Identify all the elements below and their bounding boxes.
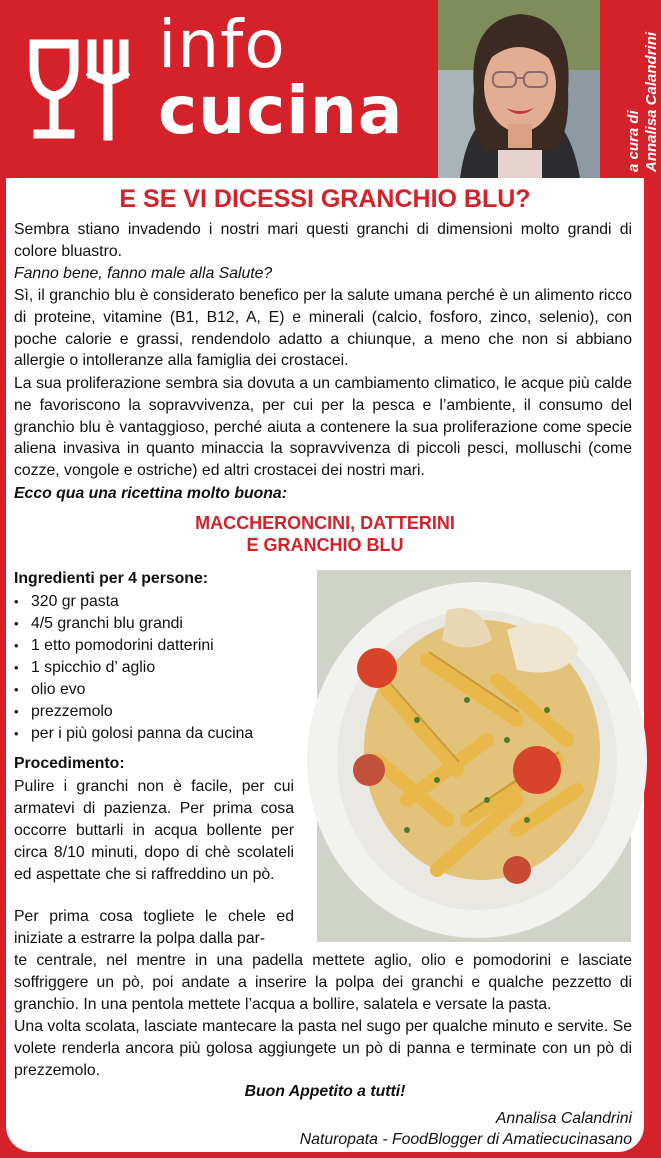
recipe-title-line1: MACCHERONCINI, DATTERINI	[195, 513, 455, 533]
ingredients-list	[14, 591, 253, 745]
brand-info-word: info	[158, 6, 286, 83]
ingredient-item: • 1 etto pomodorini datterini	[14, 635, 253, 657]
ingredient-item: • per i più golosi panna da cucina	[14, 723, 253, 745]
curator-credit	[600, 0, 660, 178]
recipe-title-line2: E GRANCHIO BLU	[246, 535, 404, 555]
ingredient-item: • prezzemolo	[14, 701, 253, 723]
author-signature	[300, 1108, 632, 1150]
header	[0, 0, 660, 178]
curator-label: a cura di	[625, 110, 642, 172]
recipe-title	[6, 512, 644, 556]
intro-paragraph: Sembra stiano invadendo i nostri mari questi granchi di dimensioni molto grandi di colore bluastro.	[14, 221, 632, 260]
ingredient-item: • olio evo	[14, 679, 253, 701]
author-role: Naturopata - FoodBlogger di Amatiecucinasano	[299, 1131, 632, 1148]
closing-line: Buon Appetito a tutti!	[244, 1083, 406, 1100]
procedure-heading: Procedimento:	[14, 755, 125, 772]
procedure-step-2b: te centrale, nel mentre in una padella mettete aglio, olio e pomodorini e lasciate soffriggere un pò, poi andate a inserire la polpa dei granchi e qualche pezzetto di granchio. In una pentola mettete l’acqua a bollire, salatela e versate la pasta.	[14, 952, 632, 1013]
ingredient-item: • 4/5 granchi blu grandi	[14, 613, 253, 635]
author-portrait	[438, 0, 600, 178]
article-title: E SE VI DICESSI GRANCHIO BLU?	[119, 185, 531, 213]
procedure-step-1: Pulire i granchi non è facile, per cui armatevi di pazienza. Per prima cosa occorre buttarli in acqua bollente per circa 8/10 minuti, dopo di chè scolateli ed aspettate che si raffreddino un pò.	[14, 778, 294, 883]
wine-glass-fork-icon	[28, 40, 138, 140]
ingredient-item: • 1 spicchio d’ aglio	[14, 657, 253, 679]
curator-name: Annalisa Calandrini	[643, 31, 660, 172]
ingredient-item: • 320 gr pasta	[14, 591, 253, 613]
health-paragraph: Sì, il granchio blu è considerato benefico per la salute umana perché è un alimento ricco di proteine, vitamine (B1, B12, A, E) e minerali (calcio, fosforo, zinco, selenio), con poche calorie e grassi, rendendolo adatto a chiunque, a meno che non si abbiano allergie o intolleranze alla famiglia dei crostacei.	[14, 287, 632, 370]
recipe-intro: Ecco qua una ricettina molto buona:	[14, 485, 287, 502]
brand-cucina-word: cucina	[158, 72, 404, 149]
procedure-step-3: Una volta scolata, lasciate mantecare la pasta nel sugo per qualche minuto e servite. Se volete renderla ancora più golosa aggiungete un pò di panna e terminate con un pò di prezzemolo.	[14, 1018, 632, 1079]
ingredients-heading: Ingredienti per 4 persone:	[14, 570, 208, 587]
article-card	[6, 178, 644, 1152]
question-line: Fanno bene, fanno male alla Salute?	[14, 265, 273, 282]
proliferation-paragraph: La sua proliferazione sembra sia dovuta a un cambiamento climatico, le acque più calde ne favoriscono la sopravvivenza, per cui per la pesca e l’ambiente, il consumo del granchio blu è vantaggioso, perché aiuta a contenere la sua proliferazione come specie aliena invasiva in quanto minaccia la sopravvivenza di piccoli pesci, molluschi (come cozze, vongole e ostriche) ed altri crostacei dei nostri mari.	[14, 375, 632, 480]
author-name: Annalisa Calandrini	[495, 1110, 632, 1127]
pasta-dish-photo	[317, 570, 631, 942]
procedure-step-2a: Per prima cosa togliete le chele ed iniziate a estrarre la polpa dalla par-	[14, 908, 294, 947]
